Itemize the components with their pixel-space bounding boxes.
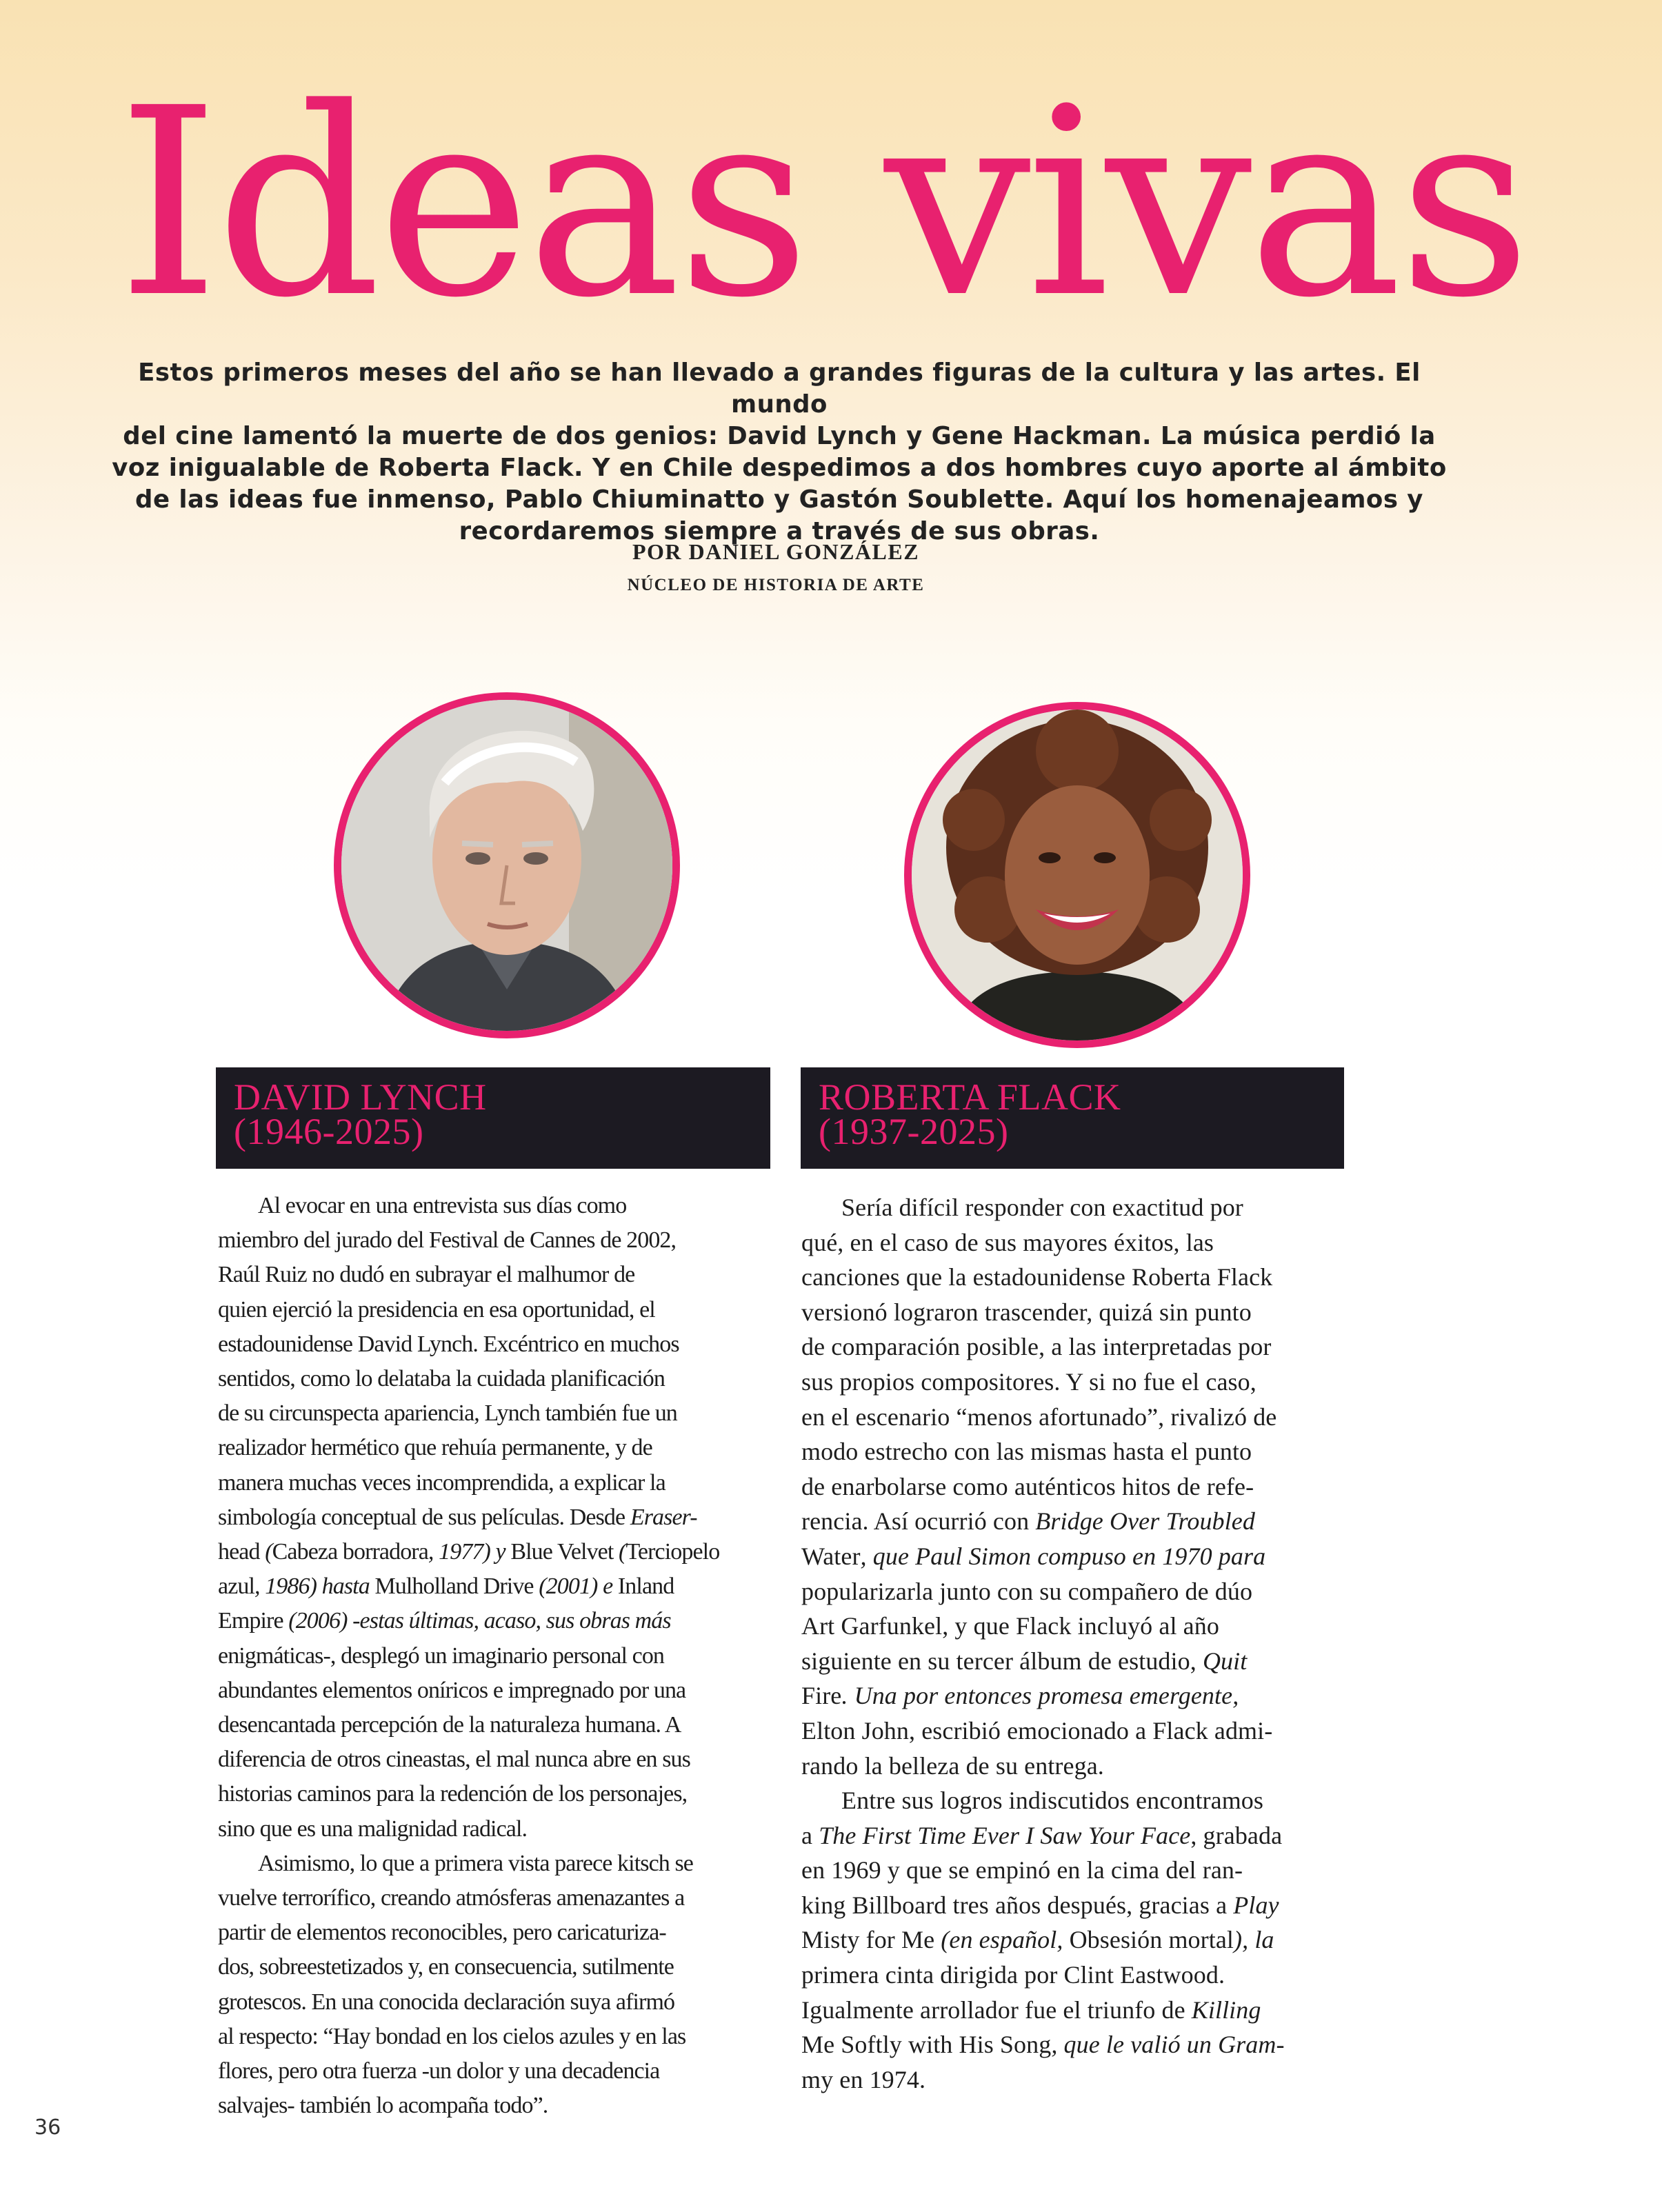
text-run: de su circunspecta apariencia, Lynch también fue un — [218, 1400, 677, 1427]
text-run: , grabada — [1190, 1821, 1283, 1849]
text-run: dos, sobreestetizados y, en consecuencia, sutilmente — [218, 1954, 674, 1980]
article-line — [218, 1777, 763, 1811]
text-run: Empire — [218, 1608, 283, 1634]
text-run: Mulholland Drive — [374, 1573, 534, 1600]
text-run: siguiente en su tercer álbum de estudio, — [801, 1647, 1203, 1675]
article-line — [801, 2027, 1353, 2062]
author-affiliation: NÚCLEO DE HISTORIA DE ARTE — [627, 576, 925, 594]
article-line — [801, 1469, 1353, 1505]
article-line — [218, 1500, 763, 1535]
italic-title: . Una por entonces promesa emergente, — [841, 1682, 1239, 1710]
article-line — [801, 1993, 1353, 2028]
article-line — [801, 1295, 1353, 1330]
article-line — [218, 1535, 763, 1569]
article-line — [801, 1400, 1353, 1435]
article-line — [801, 1329, 1353, 1365]
lede-line: de las ideas fue inmenso, Pablo Chiuminatto y Gastón Soublette. Aquí los homenajeamos y — [135, 485, 1423, 514]
text-run: sus propios compositores. Y si no fue el caso, — [801, 1367, 1256, 1396]
italic-title: , que le valió un Gram- — [1051, 2031, 1285, 2059]
article-line — [801, 1504, 1353, 1539]
italic-title: ), la — [1234, 1926, 1274, 1954]
article-line — [218, 1431, 763, 1465]
article-line — [801, 1713, 1353, 1749]
text-run: Elton John, escribió emocionado a Flack admi- — [801, 1716, 1273, 1745]
text-run: quien ejerció la presidencia en esa oportunidad, el — [218, 1296, 655, 1323]
text-run: Cabeza borradora — [272, 1539, 428, 1565]
text-run: al respecto: “Hay bondad en los cielos azules y en las — [218, 2023, 686, 2049]
text-run: Blue Velvet — [510, 1539, 614, 1565]
italic-title: The First Time Ever I Saw Your Face — [819, 1821, 1191, 1849]
italic-title: ( — [259, 1539, 272, 1565]
roberta-flack-article-body — [801, 1190, 1353, 2097]
text-run: realizador hermético que rehuía permanente, y de — [218, 1435, 652, 1461]
article-line — [801, 1574, 1353, 1609]
article-line — [218, 1604, 763, 1638]
text-run: Sería difícil responder con exactitud por — [841, 1194, 1243, 1221]
text-run: en 1969 y que se empinó en la cima del ran- — [801, 1856, 1243, 1884]
text-run: popularizarla junto con su compañero de dúo — [801, 1577, 1253, 1605]
italic-title: Bridge Over Troubled — [1035, 1507, 1255, 1536]
article-line — [218, 1466, 763, 1500]
text-run: Obsesión mortal — [1069, 1926, 1234, 1954]
text-run: historias caminos para la redención de los personajes, — [218, 1781, 688, 1807]
text-run: Fire — [801, 1682, 842, 1710]
text-run: primera cinta dirigida por Clint Eastwood. — [801, 1961, 1225, 1989]
text-run: vuelve terrorífico, creando atmósferas amenazantes a — [218, 1885, 685, 1911]
article-line — [801, 1260, 1353, 1295]
page-title: Ideas vivas — [117, 52, 1528, 354]
article-line — [218, 1673, 763, 1708]
text-run: manera muchas veces incomprendida, a explicar la — [218, 1469, 665, 1496]
text-run: sino que es una malignidad radical. — [218, 1816, 528, 1842]
article-line — [218, 1396, 763, 1431]
text-run: partir de elementos reconocibles, pero caricaturiza- — [218, 1920, 666, 1946]
text-run: desencantada percepción de la naturaleza humana. A — [218, 1712, 681, 1738]
article-line — [801, 1922, 1353, 1958]
text-run: Igualmente arrollador fue el triunfo de — [801, 1995, 1192, 2024]
text-run: en el escenario “menos afortunado”, rivalizó de — [801, 1402, 1277, 1431]
profile-name: ROBERTA FLACK — [819, 1076, 1121, 1118]
text-run: Art Garfunkel, y que Flack incluyó al año — [801, 1612, 1219, 1640]
italic-title: Quit — [1202, 1647, 1248, 1675]
article-line — [801, 1609, 1353, 1644]
italic-title: Eraser- — [630, 1504, 697, 1530]
article-line — [801, 1853, 1353, 1888]
text-run: azul — [218, 1573, 255, 1600]
article-line — [801, 1644, 1353, 1679]
text-run: rando la belleza de su entrega. — [801, 1751, 1104, 1780]
portrait-illustration-lynch — [341, 700, 672, 1031]
article-line — [801, 1783, 1353, 1818]
text-run: de enarbolarse como auténticos hitos de refe- — [801, 1472, 1254, 1500]
article-line — [218, 1708, 763, 1742]
lede-paragraph — [103, 357, 1455, 547]
text-run: sentidos, como lo delataba la cuidada planificación — [218, 1366, 665, 1392]
david-lynch-article-body — [218, 1189, 763, 2123]
text-run: Raúl Ruiz no dudó en subrayar el malhumor de — [218, 1262, 635, 1288]
article-line — [218, 1362, 763, 1396]
author-byline: POR DANIEL GONZÁLEZ — [632, 539, 920, 564]
text-run: simbología conceptual de sus películas. Desde — [218, 1504, 630, 1530]
article-line — [218, 1258, 763, 1292]
text-run: salvajes- también lo acompaña todo”. — [218, 2093, 548, 2119]
text-run: Inland — [617, 1573, 674, 1600]
text-run: Water — [801, 1542, 861, 1570]
text-run: Entre sus logros indiscutidos encontramos — [841, 1787, 1264, 1815]
article-line — [801, 1958, 1353, 1993]
roberta-flack-portrait — [904, 702, 1250, 1048]
lede-line: del cine lamentó la muerte de dos genios: David Lynch y Gene Hackman. La música perdió la — [123, 422, 1436, 450]
profile-years: (1946-2025) — [234, 1111, 424, 1152]
david-lynch-portrait — [334, 692, 680, 1038]
italic-title: , que Paul Simon compuso en 1970 para — [860, 1542, 1266, 1570]
italic-title: Killing — [1191, 1995, 1261, 2024]
article-line — [218, 1639, 763, 1673]
article-line — [218, 1327, 763, 1362]
text-run: de comparación posible, a las interpretadas por — [801, 1333, 1272, 1361]
article-line — [801, 1365, 1353, 1400]
page-number: 36 — [34, 2115, 61, 2140]
lede-line: recordaremos siempre a través de sus obras. — [459, 517, 1100, 545]
article-line — [218, 1189, 763, 1223]
article-line — [218, 1985, 763, 2020]
article-line — [218, 1569, 763, 1604]
roberta-flack-name-box — [801, 1067, 1344, 1169]
text-run: king Billboard tres años después, gracias a — [801, 1891, 1234, 1919]
italic-title: (2001) e — [533, 1573, 618, 1600]
text-run: modo estrecho con las mismas hasta el punto — [801, 1438, 1252, 1466]
text-run: enigmáticas-, desplegó un imaginario personal con — [218, 1642, 665, 1669]
profile-name: DAVID LYNCH — [234, 1076, 487, 1118]
article-line — [218, 1950, 763, 1984]
profile-years: (1937-2025) — [819, 1111, 1009, 1152]
article-line — [801, 1749, 1353, 1784]
italic-title: (en español, — [934, 1926, 1070, 1954]
italic-title: , 1986) hasta — [254, 1573, 375, 1600]
text-run: canciones que la estadounidense Roberta Flack — [801, 1263, 1273, 1291]
article-line — [218, 1847, 763, 1881]
lede-line: Estos primeros meses del año se han llevado a grandes figuras de la cultura y las artes. El mundo — [138, 359, 1421, 419]
article-line — [801, 1678, 1353, 1713]
italic-title: Play — [1233, 1891, 1279, 1919]
article-line — [218, 2089, 763, 2123]
article-line — [218, 2020, 763, 2054]
italic-title: , 1977) y — [428, 1539, 511, 1565]
article-line — [218, 1916, 763, 1950]
text-run: my en 1974. — [801, 2065, 926, 2093]
text-run: Me Softly with His Song — [801, 2031, 1052, 2059]
italic-title: (2006) -estas últimas, acaso, sus obras más — [283, 1608, 671, 1634]
article-line — [218, 1742, 763, 1777]
article-line — [218, 1881, 763, 1916]
text-run: Al evocar en una entrevista sus días como — [258, 1193, 627, 1218]
lede-line: voz inigualable de Roberta Flack. Y en Chile despedimos a dos hombres cuyo aporte al ámbito — [112, 454, 1447, 482]
article-line — [218, 1293, 763, 1327]
article-line — [801, 1539, 1353, 1574]
article-line — [218, 1812, 763, 1847]
text-run: Misty for Me — [801, 1926, 935, 1954]
text-run: miembro del jurado del Festival de Cannes de 2002, — [218, 1227, 677, 1254]
article-line — [801, 1888, 1353, 1923]
article-line — [218, 1223, 763, 1258]
david-lynch-name-box — [216, 1067, 770, 1169]
portrait-illustration-flack — [912, 710, 1243, 1040]
text-run: diferencia de otros cineastas, el mal nunca abre en sus — [218, 1747, 690, 1773]
text-run: grotescos. En una conocida declaración suya afirmó — [218, 1989, 675, 2015]
text-run: a — [801, 1821, 819, 1849]
article-line — [801, 1818, 1353, 1853]
text-run: Terciopelo — [625, 1539, 720, 1565]
article-line — [801, 2062, 1353, 2098]
text-run: Asimismo, lo que a primera vista parece kitsch se — [258, 1850, 693, 1876]
text-run: estadounidense David Lynch. Excéntrico en muchos — [218, 1331, 679, 1357]
text-run: rencia. Así ocurrió con — [801, 1507, 1036, 1536]
italic-title: ( — [613, 1539, 626, 1565]
article-line — [801, 1434, 1353, 1469]
text-run: versionó lograron trascender, quizá sin punto — [801, 1298, 1252, 1326]
text-run: abundantes elementos oníricos e impregnado por una — [218, 1677, 686, 1703]
article-line — [218, 2054, 763, 2089]
text-run: head — [218, 1539, 260, 1565]
article-line — [801, 1225, 1353, 1260]
article-line — [801, 1190, 1353, 1225]
text-run: qué, en el caso de sus mayores éxitos, las — [801, 1228, 1214, 1256]
text-run: flores, pero otra fuerza -un dolor y una decadencia — [218, 2058, 660, 2084]
